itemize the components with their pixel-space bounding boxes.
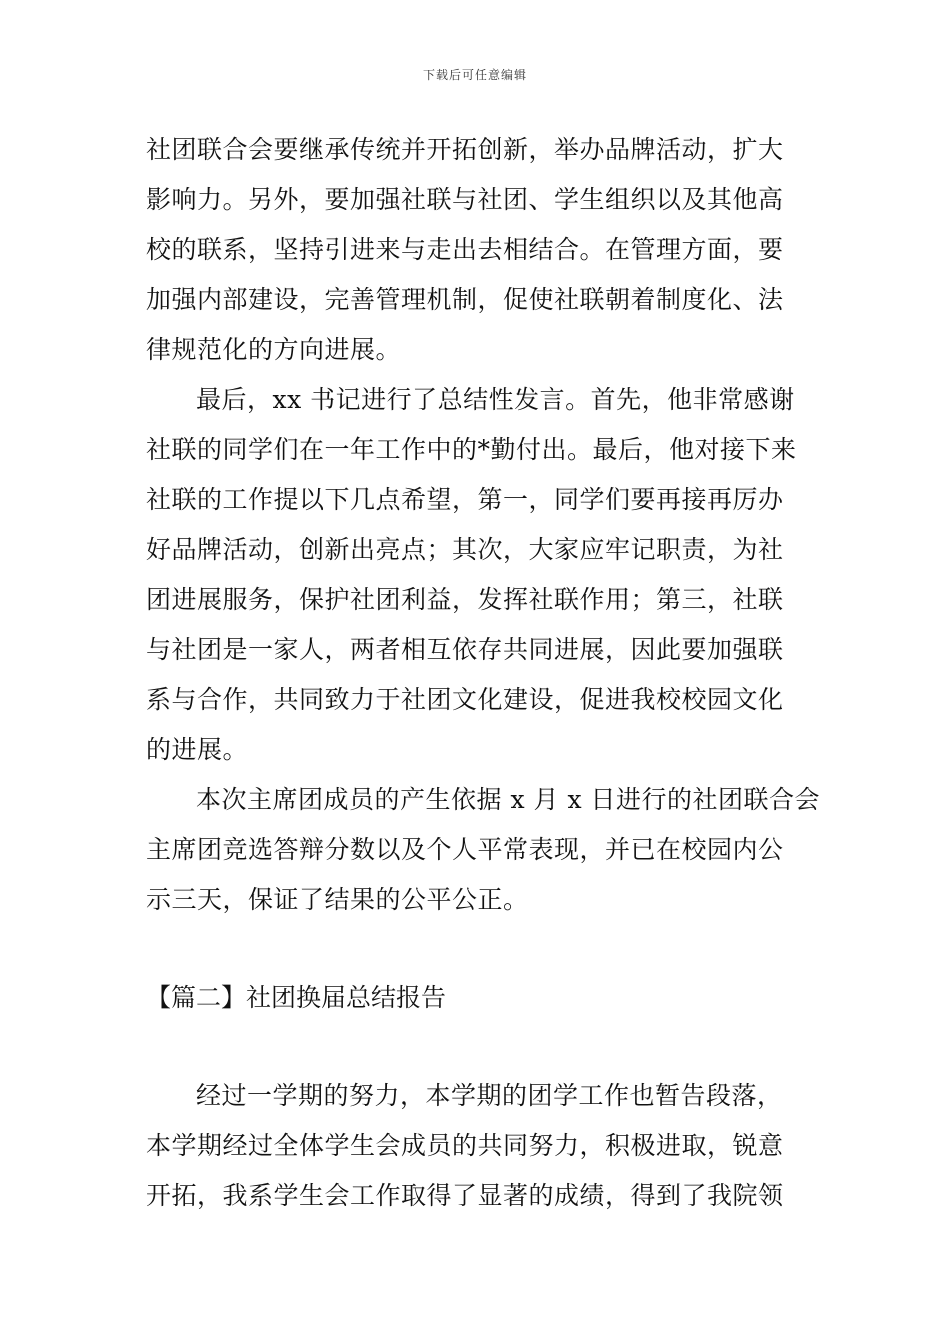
paragraph-line: 示三天，保证了结果的公平公正。 [146,885,529,914]
paragraph-line: 加强内部建设，完善管理机制，促使社联朝着制度化、法 [146,285,784,314]
paragraph-line: 律规范化的方向进展。 [146,335,402,364]
page-header: 下载后可任意编辑 [422,68,527,82]
paragraph-line: 社团联合会要继承传统并开拓创新，举办品牌活动，扩大 [146,135,784,164]
section-heading: 【篇二】社团换届总结报告 [146,983,447,1012]
paragraph-line: 影响力。另外，要加强社联与社团、学生组织以及其他高 [146,185,784,214]
paragraph-line: 的进展。 [146,735,249,764]
paragraph-line: 系与合作，共同致力于社团文化建设，促进我校校园文化 [146,685,784,714]
paragraph-line: 与社团是一家人，两者相互依存共同进展，因此要加强联 [146,635,784,664]
paragraph-line: 社联的工作提以下几点希望，第一，同学们要再接再厉办 [146,485,784,514]
paragraph-line: 好品牌活动，创新出亮点；其次，大家应牢记职责，为社 [146,535,784,564]
paragraph-line: 主席团竞选答辩分数以及个人平常表现，并已在校园内公 [146,835,784,864]
paragraph-line: 经过一学期的努力，本学期的团学工作也暂告段落， [196,1081,783,1110]
paragraph-line: 本次主席团成员的产生依据 x 月 x 日进行的社团联合会 [196,785,820,814]
paragraph-line: 校的联系，坚持引进来与走出去相结合。在管理方面，要 [146,235,784,264]
paragraph-line: 团进展服务，保护社团利益，发挥社联作用；第三，社联 [146,585,784,614]
paragraph-line: 开拓，我系学生会工作取得了显著的成绩，得到了我院领 [146,1181,784,1210]
paragraph-line: 本学期经过全体学生会成员的共同努力，积极进取，锐意 [146,1131,784,1160]
paragraph-line: 最后，xx 书记进行了总结性发言。首先，他非常感谢 [196,385,795,414]
paragraph-line: 社联的同学们在一年工作中的*勤付出。最后，他对接下来 [146,435,797,464]
